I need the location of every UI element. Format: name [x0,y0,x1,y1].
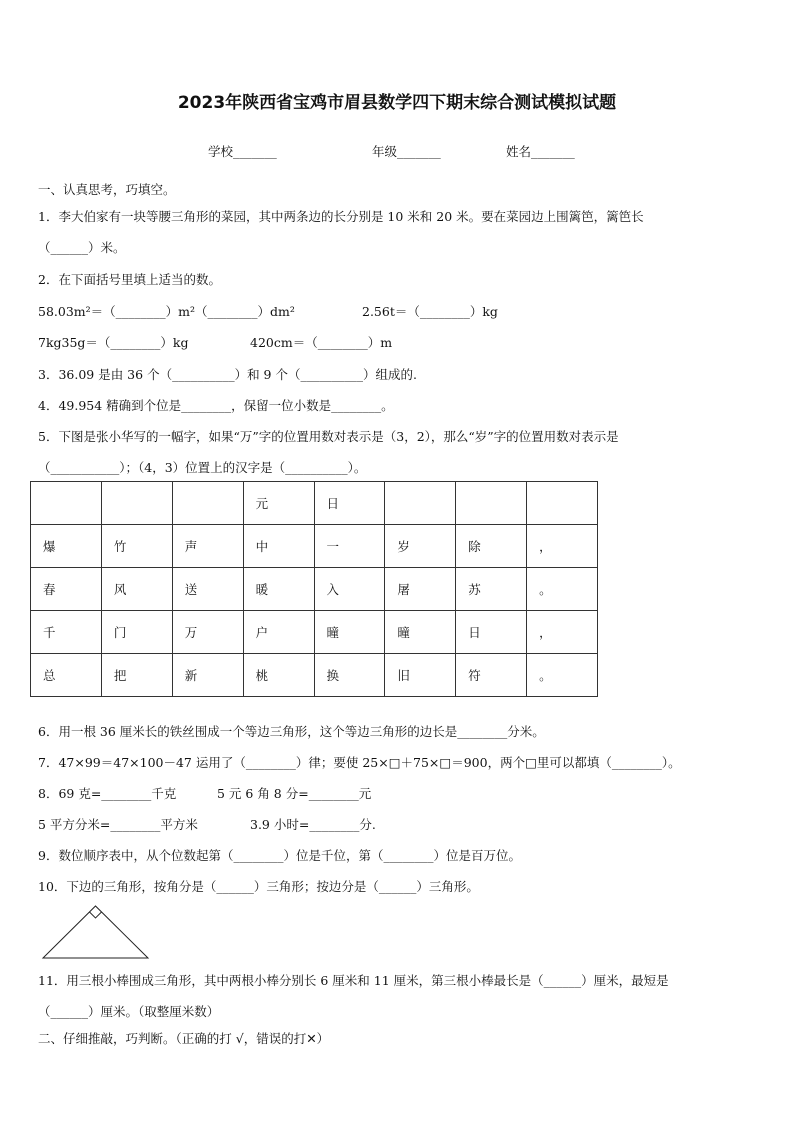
grade-field: 年级_______ [372,144,441,159]
grid-cell: 屠 [385,568,456,611]
grid-cell: 苏 [456,568,527,611]
grid-cell: 符 [456,654,527,697]
question-1-line-1: 1．李大伯家有一块等腰三角形的菜园，其中两条边的长分别是 10 米和 20 米。要在菜园边上围篱笆，篱笆长 [38,209,644,224]
question-11-line-1: 11．用三根小棒围成三角形，其中两根小棒分别长 6 厘米和 11 厘米，第三根小棒最长是（______）厘米，最短是 [38,973,669,988]
grid-cell: 春 [31,568,102,611]
grid-cell: 旧 [385,654,456,697]
grid-cell: 岁 [385,525,456,568]
grid-cell: 换 [314,654,385,697]
question-2-item-c: 7kg35g＝（________）kg [38,335,189,350]
grid-cell: 。 [527,568,598,611]
grid-row [31,482,598,525]
grid-cell: 一 [314,525,385,568]
question-1-line-2: （______）米。 [38,240,126,255]
grid-cell: 户 [243,611,314,654]
grid-cell: 送 [172,568,243,611]
grid-cell: ， [527,611,598,654]
grid-row [31,525,598,568]
grid-cell [385,482,456,525]
page-title: 2023年陕西省宝鸡市眉县数学四下期末综合测试模拟试题 [177,93,617,113]
name-field: 姓名_______ [506,144,575,159]
grid-cell: 日 [314,482,385,525]
question-4: 4．49.954 精确到个位是________，保留一位小数是________。 [38,398,394,413]
grid-cell: 入 [314,568,385,611]
grid-cell: 暖 [243,568,314,611]
right-isosceles-triangle-figure [40,903,152,961]
question-8-item-b: 5 元 6 角 8 分=________元 [217,786,372,801]
grid-cell: ， [527,525,598,568]
question-8-item-d: 3.9 小时=________分. [250,817,376,832]
question-3: 3．36.09 是由 36 个（__________）和 9 个（__________）组成的. [38,367,417,382]
grid-cell: 万 [172,611,243,654]
grid-cell: 曈 [314,611,385,654]
grid-cell: 竹 [101,525,172,568]
grid-row [31,654,598,697]
question-2-item-d: 420cm＝（________）m [250,335,393,350]
grid-cell: 总 [31,654,102,697]
question-2-item-a: 58.03m²＝（________）m²（________）dm² [38,304,295,319]
grid-cell: 千 [31,611,102,654]
poem-grid [30,481,598,697]
question-10: 10．下边的三角形，按角分是（______）三角形；按边分是（______）三角形。 [38,879,479,894]
grid-cell [527,482,598,525]
question-2-intro: 2．在下面括号里填上适当的数。 [38,272,221,287]
question-8-item-a: 8．69 克=________千克 [38,786,177,801]
question-6: 6．用一根 36 厘米长的铁丝围成一个等边三角形，这个等边三角形的边长是________分米。 [38,724,545,739]
grid-row [31,611,598,654]
grid-cell [456,482,527,525]
section-1-heading: 一、认真思考，巧填空。 [38,182,176,197]
question-9: 9．数位顺序表中，从个位数起第（________）位是千位，第（________）位是百万位。 [38,848,521,863]
question-11-line-2: （______）厘米。（取整厘米数） [38,1004,220,1019]
grid-cell: 门 [101,611,172,654]
grid-cell: 风 [101,568,172,611]
grid-cell: 日 [456,611,527,654]
section-2-heading: 二、仔细推敲，巧判断。（正确的打 √，错误的打✕） [38,1031,330,1046]
grid-cell: 新 [172,654,243,697]
question-5-line-2: （___________）；（4，3）位置上的汉字是（__________）。 [38,460,367,475]
school-field: 学校_______ [208,144,277,159]
grid-cell [172,482,243,525]
grid-cell [31,482,102,525]
grid-cell: 爆 [31,525,102,568]
grid-cell: 声 [172,525,243,568]
question-7: 7．47×99＝47×100－47 运用了（________）律；要使 25×□＋75×□＝900，两个□里可以都填（________）。 [38,755,681,770]
grid-cell: 除 [456,525,527,568]
grid-cell: 。 [527,654,598,697]
question-5-line-1: 5．下图是张小华写的一幅字，如果“万”字的位置用数对表示是（3，2），那么“岁”字的位置用数对表示是 [38,429,619,444]
grid-cell: 把 [101,654,172,697]
grid-cell: 桃 [243,654,314,697]
question-8-item-c: 5 平方分米=________平方米 [38,817,198,832]
grid-cell [101,482,172,525]
grid-cell: 元 [243,482,314,525]
grid-cell: 曈 [385,611,456,654]
grid-row [31,568,598,611]
grid-cell: 中 [243,525,314,568]
question-2-item-b: 2.56t＝（________）kg [362,304,498,319]
